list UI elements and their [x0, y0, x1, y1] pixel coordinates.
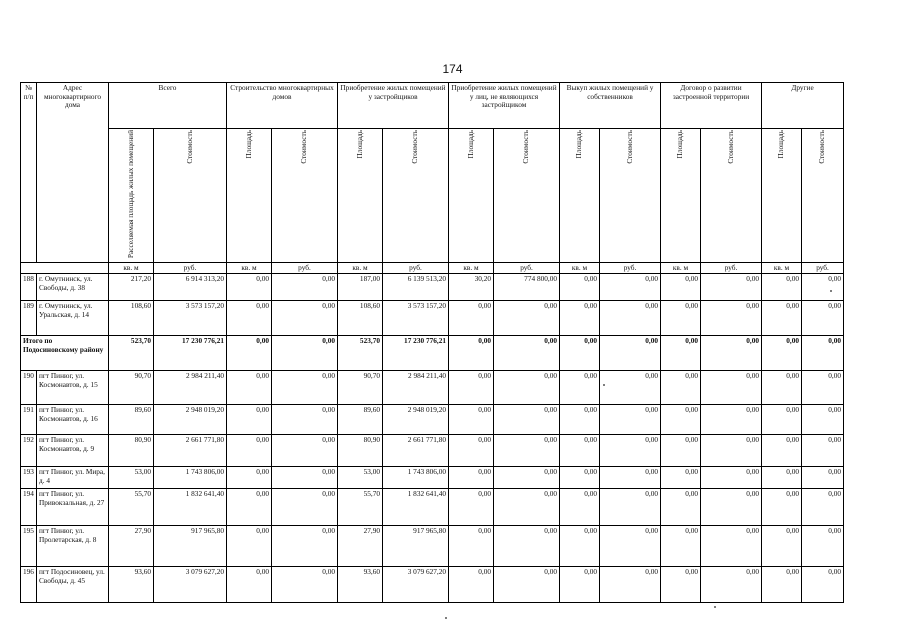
- area-cell: 0,00: [762, 371, 802, 405]
- area-cell: 0,00: [560, 489, 600, 526]
- area-cell: 108,60: [109, 301, 154, 336]
- area-cell: 0,00: [762, 467, 802, 489]
- unit-cell: кв. м: [661, 262, 701, 274]
- area-cell: 90,70: [109, 371, 154, 405]
- cost-cell: 6 139 513,20: [383, 274, 449, 301]
- row-number: 191: [21, 405, 37, 435]
- area-cell: 0,00: [762, 526, 802, 567]
- subheader-cost: Стоимость: [802, 129, 844, 263]
- cost-cell: 2 948 019,20: [383, 405, 449, 435]
- cost-cell: 0,00: [701, 435, 762, 467]
- cost-cell: 1 832 641,40: [154, 489, 227, 526]
- cost-cell: 0,00: [701, 336, 762, 371]
- area-cell: 0,00: [661, 489, 701, 526]
- row-number: 188: [21, 274, 37, 301]
- area-cell: 0,00: [560, 336, 600, 371]
- area-cell: 0,00: [762, 274, 802, 301]
- cost-cell: 0,00: [600, 336, 661, 371]
- subtotal-label: Итого по Подосиновскому району: [21, 336, 109, 371]
- area-cell: 0,00: [449, 405, 494, 435]
- cost-cell: 0,00: [600, 526, 661, 567]
- cost-cell: 0,00: [600, 371, 661, 405]
- unit-spacer: [21, 262, 109, 274]
- cost-cell: 0,00: [600, 405, 661, 435]
- row-address: пгт Пинюг, ул. Пролетарская, д. 8: [37, 526, 109, 567]
- cost-cell: 0,00: [494, 301, 560, 336]
- unit-cell: руб.: [383, 262, 449, 274]
- table-row: [21, 435, 844, 467]
- page-number: 174: [442, 62, 463, 76]
- resettlement-table: [20, 82, 844, 603]
- row-number: 194: [21, 489, 37, 526]
- cost-cell: 0,00: [272, 274, 338, 301]
- row-address: пгт Подосиновец, ул. Свободы, д. 45: [37, 567, 109, 603]
- cost-cell: 0,00: [272, 489, 338, 526]
- unit-cell: кв. м: [560, 262, 600, 274]
- subheader-cost: Стоимость: [494, 129, 560, 263]
- area-cell: 55,70: [338, 489, 383, 526]
- cost-cell: 0,00: [494, 467, 560, 489]
- cost-cell: 2 661 771,80: [383, 435, 449, 467]
- cost-cell: 0,00: [802, 371, 844, 405]
- table-row: [21, 526, 844, 567]
- cost-cell: 0,00: [802, 435, 844, 467]
- cost-cell: 0,00: [701, 371, 762, 405]
- cost-cell: 0,00: [272, 467, 338, 489]
- row-number: 192: [21, 435, 37, 467]
- area-cell: 0,00: [560, 435, 600, 467]
- cost-cell: 0,00: [701, 405, 762, 435]
- area-cell: 0,00: [449, 526, 494, 567]
- cost-cell: 1 743 806,00: [154, 467, 227, 489]
- cost-cell: 0,00: [701, 489, 762, 526]
- subheader-cost: Стоимость: [600, 129, 661, 263]
- cost-cell: 0,00: [494, 405, 560, 435]
- cost-cell: 1 743 806,00: [383, 467, 449, 489]
- row-number: 193: [21, 467, 37, 489]
- cost-cell: 0,00: [802, 405, 844, 435]
- cost-cell: 774 800,00: [494, 274, 560, 301]
- cost-cell: 917 965,80: [154, 526, 227, 567]
- cost-cell: 0,00: [272, 301, 338, 336]
- row-address: пгт Пинюг, ул. Привокзальная, д. 27: [37, 489, 109, 526]
- unit-row: [21, 262, 844, 274]
- area-cell: 0,00: [227, 526, 272, 567]
- unit-cell: кв. м: [449, 262, 494, 274]
- column-header-construction: Строительство многоквартирных домов: [227, 83, 338, 129]
- column-header-address: Адрес многоквартирного дома: [37, 83, 109, 263]
- cost-cell: 17 230 776,21: [383, 336, 449, 371]
- cost-cell: 17 230 776,21: [154, 336, 227, 371]
- area-cell: 0,00: [661, 467, 701, 489]
- area-cell: 0,00: [227, 405, 272, 435]
- area-cell: 0,00: [661, 435, 701, 467]
- cost-cell: 0,00: [802, 567, 844, 603]
- area-cell: 187,00: [338, 274, 383, 301]
- area-cell: 27,90: [109, 526, 154, 567]
- row-address: г. Омутнинск, ул. Свободы, д. 38: [37, 274, 109, 301]
- table-row: [21, 301, 844, 336]
- row-address: пгт Пинюг, ул. Космонавтов, д. 15: [37, 371, 109, 405]
- area-cell: 0,00: [560, 405, 600, 435]
- unit-cell: кв. м: [338, 262, 383, 274]
- area-cell: 0,00: [762, 567, 802, 603]
- header-group-row: [21, 83, 844, 129]
- area-cell: 90,70: [338, 371, 383, 405]
- area-cell: 0,00: [560, 301, 600, 336]
- area-cell: 80,90: [109, 435, 154, 467]
- column-header-buyout: Выкуп жилых помещений у собственников: [560, 83, 661, 129]
- row-number: 189: [21, 301, 37, 336]
- subheader-cost: Стоимость: [701, 129, 762, 263]
- cost-cell: 0,00: [701, 567, 762, 603]
- cost-cell: 0,00: [272, 336, 338, 371]
- subheader-cost: Стоимость: [272, 129, 338, 263]
- row-address: пгт Пинюг, ул. Космонавтов, д. 9: [37, 435, 109, 467]
- column-header-territory-development: Договор о развитии застроенной территории: [661, 83, 762, 129]
- area-cell: 55,70: [109, 489, 154, 526]
- column-header-purchase-developers: Приобретение жилых помещений у застройщиков: [338, 83, 449, 129]
- table-row: [21, 371, 844, 405]
- cost-cell: 0,00: [802, 526, 844, 567]
- cost-cell: 0,00: [701, 274, 762, 301]
- cost-cell: 0,00: [272, 435, 338, 467]
- column-header-number: № п/п: [21, 83, 37, 263]
- area-cell: 53,00: [109, 467, 154, 489]
- area-cell: 0,00: [762, 489, 802, 526]
- area-cell: 0,00: [227, 371, 272, 405]
- area-cell: 0,00: [449, 371, 494, 405]
- area-cell: 0,00: [449, 467, 494, 489]
- unit-cell: руб.: [802, 262, 844, 274]
- area-cell: 80,90: [338, 435, 383, 467]
- scan-speck: [830, 290, 832, 292]
- area-cell: 0,00: [762, 336, 802, 371]
- area-cell: 0,00: [227, 274, 272, 301]
- area-cell: 0,00: [449, 489, 494, 526]
- subheader-cost: Стоимость: [383, 129, 449, 263]
- cost-cell: 0,00: [802, 467, 844, 489]
- scan-speck: [445, 617, 447, 619]
- unit-cell: руб.: [272, 262, 338, 274]
- subheader-area: Площадь: [338, 129, 383, 263]
- table-row: [21, 274, 844, 301]
- cost-cell: 0,00: [600, 467, 661, 489]
- cost-cell: 0,00: [600, 489, 661, 526]
- area-cell: 93,60: [338, 567, 383, 603]
- cost-cell: 917 965,80: [383, 526, 449, 567]
- cost-cell: 0,00: [494, 336, 560, 371]
- subheader-row: [21, 129, 844, 263]
- row-number: 196: [21, 567, 37, 603]
- table-row: [21, 567, 844, 603]
- area-cell: 0,00: [762, 435, 802, 467]
- subtotal-row: [21, 336, 844, 371]
- area-cell: 0,00: [560, 371, 600, 405]
- cost-cell: 0,00: [802, 489, 844, 526]
- scan-speck: [714, 606, 716, 608]
- cost-cell: 6 914 313,20: [154, 274, 227, 301]
- area-cell: 89,60: [338, 405, 383, 435]
- area-cell: 27,90: [338, 526, 383, 567]
- unit-cell: руб.: [154, 262, 227, 274]
- area-cell: 30,20: [449, 274, 494, 301]
- area-cell: 0,00: [227, 489, 272, 526]
- area-cell: 0,00: [661, 526, 701, 567]
- area-cell: 0,00: [227, 567, 272, 603]
- cost-cell: 2 984 211,40: [383, 371, 449, 405]
- area-cell: 0,00: [661, 567, 701, 603]
- cost-cell: 0,00: [701, 526, 762, 567]
- area-cell: 0,00: [449, 567, 494, 603]
- subheader-area: Расселяемая площадь жилых помещений: [109, 129, 154, 263]
- subheader-area: Площадь: [762, 129, 802, 263]
- cost-cell: 2 984 211,40: [154, 371, 227, 405]
- table-row: [21, 467, 844, 489]
- area-cell: 93,60: [109, 567, 154, 603]
- area-cell: 0,00: [227, 336, 272, 371]
- cost-cell: 3 079 627,20: [383, 567, 449, 603]
- table-row: [21, 405, 844, 435]
- cost-cell: 0,00: [600, 301, 661, 336]
- area-cell: 217,20: [109, 274, 154, 301]
- column-header-purchase-non-developers: Приобретение жилых помещений у лиц, не являющихся застройщиком: [449, 83, 560, 129]
- cost-cell: 0,00: [494, 371, 560, 405]
- area-cell: 523,70: [109, 336, 154, 371]
- unit-cell: кв. м: [109, 262, 154, 274]
- cost-cell: 0,00: [600, 567, 661, 603]
- cost-cell: 0,00: [272, 405, 338, 435]
- unit-cell: кв. м: [762, 262, 802, 274]
- area-cell: 0,00: [661, 336, 701, 371]
- cost-cell: 0,00: [494, 567, 560, 603]
- cost-cell: 0,00: [272, 371, 338, 405]
- cost-cell: 0,00: [802, 336, 844, 371]
- unit-cell: кв. м: [227, 262, 272, 274]
- area-cell: 0,00: [227, 467, 272, 489]
- cost-cell: 2 948 019,20: [154, 405, 227, 435]
- row-address: г. Омутнинск, ул. Уральская, д. 14: [37, 301, 109, 336]
- table-body: [21, 262, 844, 603]
- row-address: пгт Пинюг, ул. Мира, д. 4: [37, 467, 109, 489]
- area-cell: 0,00: [762, 405, 802, 435]
- area-cell: 0,00: [449, 435, 494, 467]
- cost-cell: 0,00: [802, 301, 844, 336]
- area-cell: 0,00: [227, 301, 272, 336]
- cost-cell: 2 661 771,80: [154, 435, 227, 467]
- subheader-area: Площадь: [560, 129, 600, 263]
- area-cell: 0,00: [560, 567, 600, 603]
- area-cell: 0,00: [449, 301, 494, 336]
- area-cell: 0,00: [661, 301, 701, 336]
- column-header-other: Другие: [762, 83, 844, 129]
- area-cell: 53,00: [338, 467, 383, 489]
- area-cell: 523,70: [338, 336, 383, 371]
- area-cell: 0,00: [762, 301, 802, 336]
- area-cell: 0,00: [560, 467, 600, 489]
- row-number: 195: [21, 526, 37, 567]
- cost-cell: 0,00: [272, 526, 338, 567]
- cost-cell: 0,00: [494, 526, 560, 567]
- cost-cell: 0,00: [600, 274, 661, 301]
- unit-cell: руб.: [600, 262, 661, 274]
- area-cell: 0,00: [661, 405, 701, 435]
- subheader-area: Площадь: [661, 129, 701, 263]
- cost-cell: 0,00: [272, 567, 338, 603]
- area-cell: 0,00: [449, 336, 494, 371]
- cost-cell: 0,00: [701, 301, 762, 336]
- subheader-area: Площадь: [449, 129, 494, 263]
- area-cell: 89,60: [109, 405, 154, 435]
- cost-cell: 0,00: [600, 435, 661, 467]
- subheader-area: Площадь: [227, 129, 272, 263]
- unit-cell: руб.: [494, 262, 560, 274]
- area-cell: 0,00: [661, 274, 701, 301]
- cost-cell: 0,00: [494, 489, 560, 526]
- cost-cell: 3 573 157,20: [154, 301, 227, 336]
- row-number: 190: [21, 371, 37, 405]
- cost-cell: 0,00: [701, 467, 762, 489]
- table-row: [21, 489, 844, 526]
- scan-speck: [603, 384, 605, 386]
- column-header-total: Всего: [109, 83, 227, 129]
- subheader-cost: Стоимость: [154, 129, 227, 263]
- cost-cell: 0,00: [802, 274, 844, 301]
- cost-cell: 3 573 157,20: [383, 301, 449, 336]
- cost-cell: 0,00: [494, 435, 560, 467]
- area-cell: 108,60: [338, 301, 383, 336]
- area-cell: 0,00: [560, 526, 600, 567]
- area-cell: 0,00: [227, 435, 272, 467]
- row-address: пгт Пинюг, ул. Космонавтов, д. 16: [37, 405, 109, 435]
- unit-cell: руб.: [701, 262, 762, 274]
- cost-cell: 1 832 641,40: [383, 489, 449, 526]
- area-cell: 0,00: [560, 274, 600, 301]
- cost-cell: 3 079 627,20: [154, 567, 227, 603]
- area-cell: 0,00: [661, 371, 701, 405]
